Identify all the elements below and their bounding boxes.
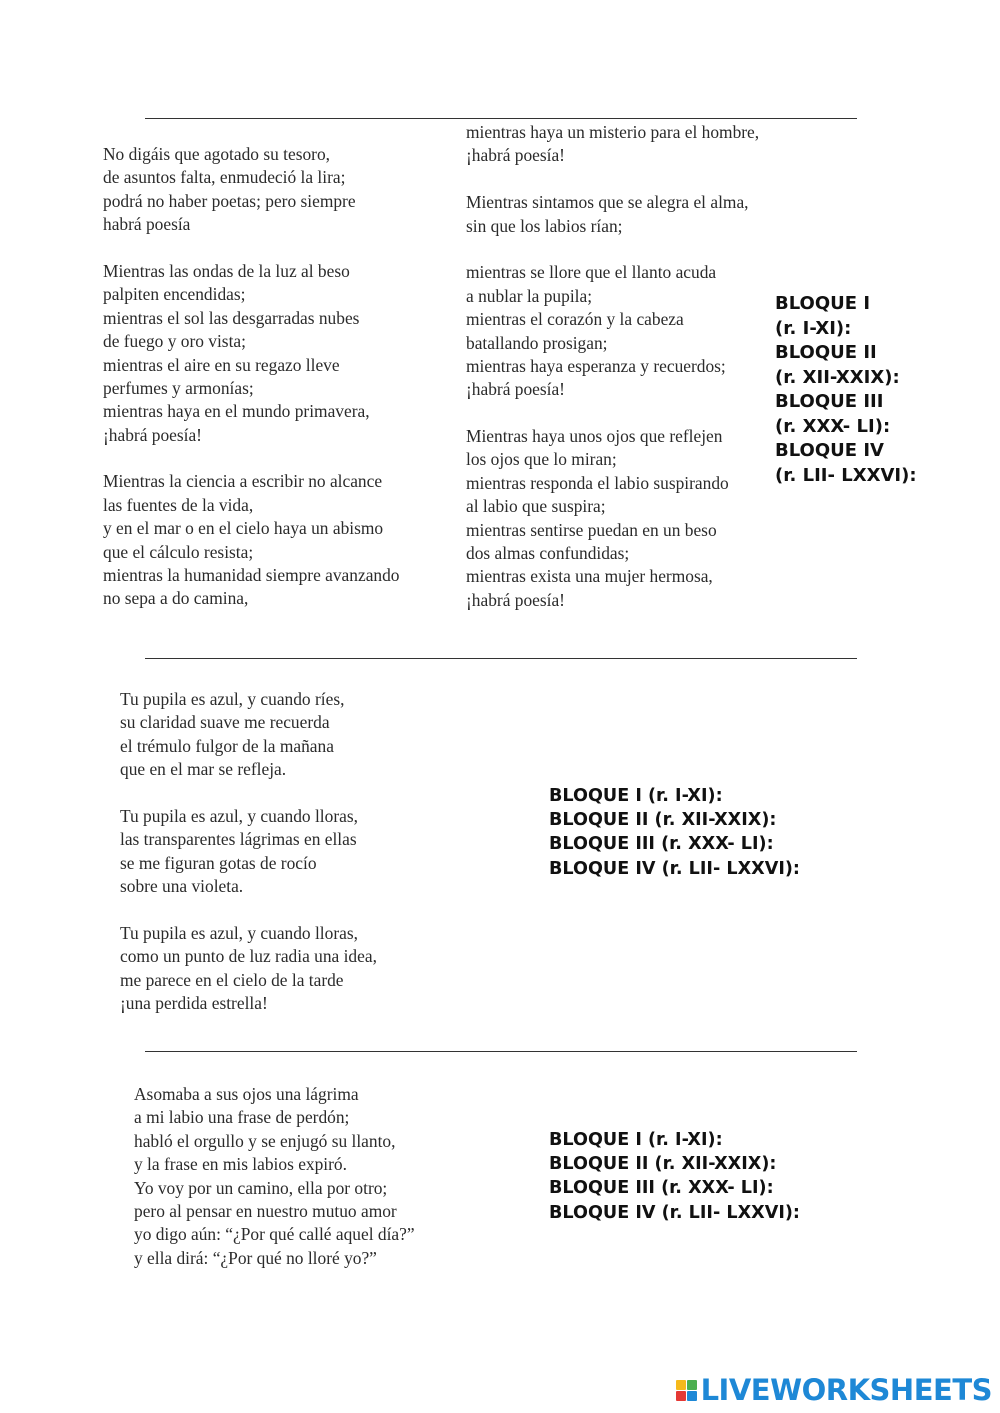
bloque-label: BLOQUE I (r. I-XI): xyxy=(549,1130,723,1150)
bloque-label: BLOQUE III (r. XXX- LI): xyxy=(549,1178,774,1199)
stanza-gap xyxy=(466,402,759,425)
poem-line: mientras exista una mujer hermosa, xyxy=(466,566,713,587)
bloques-list-section1 xyxy=(775,292,917,488)
poem-line: perfumes y armonías; xyxy=(103,377,254,398)
bloque-label: BLOQUE IV xyxy=(775,440,884,461)
poem-line: mientras el aire en su regazo lleve xyxy=(103,354,340,375)
bloque-label: (r. XXX- LI): xyxy=(775,415,891,437)
liveworksheets-logo-icon xyxy=(676,1380,697,1401)
divider-top xyxy=(145,118,857,119)
logo-square-red xyxy=(676,1391,686,1401)
poem-line: su claridad suave me recuerda xyxy=(120,712,330,733)
bloque-label: (r. LII- LXXVI): xyxy=(775,464,917,486)
logo-square-yellow xyxy=(676,1380,686,1390)
stanza-gap xyxy=(120,782,377,805)
poem-line: ¡habrá poesía! xyxy=(466,589,565,610)
bloques-list-section3 xyxy=(549,1128,800,1225)
poem-section3 xyxy=(134,1083,415,1270)
poem-line: mientras responda el labio suspirando xyxy=(466,472,729,493)
poem-line: ¡habrá poesía! xyxy=(466,145,565,166)
poem-section2 xyxy=(120,688,377,1015)
poem-line: no sepa a do camina, xyxy=(103,588,249,609)
stanza-gap xyxy=(120,899,377,922)
poem-line: las fuentes de la vida, xyxy=(103,494,254,515)
poem-line: al labio que suspira; xyxy=(466,496,606,517)
poem-line: yo digo aún: “¿Por qué callé aquel día?” xyxy=(134,1224,415,1245)
poem-line: me parece en el cielo de la tarde xyxy=(120,969,344,990)
bloque-label: BLOQUE III xyxy=(775,391,884,412)
poem-line: y la frase en mis labios expiró. xyxy=(134,1154,347,1175)
poem-line: mientras se llore que el llanto acuda xyxy=(466,262,717,283)
poem-line: dos almas confundidas; xyxy=(466,543,630,564)
bloques-list-section2 xyxy=(549,784,800,881)
poem-line: y ella dirá: “¿Por qué no lloré yo?” xyxy=(134,1247,377,1268)
poem-line: Asomaba a sus ojos una lágrima xyxy=(134,1084,359,1104)
poem-line: de fuego y oro vista; xyxy=(103,331,246,352)
poem-line: Tu pupila es azul, y cuando lloras, xyxy=(120,922,358,943)
bloque-label: (r. I-XI): xyxy=(775,317,852,339)
poem-line: Mientras la ciencia a escribir no alcance xyxy=(103,471,383,492)
poem-line: se me figuran gotas de rocío xyxy=(120,852,317,873)
bloque-label: BLOQUE I (r. I-XI): xyxy=(549,786,723,806)
poem-line: las transparentes lágrimas en ellas xyxy=(120,829,357,850)
bloque-label: (r. XII-XXIX): xyxy=(775,366,900,388)
poem-line: que el cálculo resista; xyxy=(103,541,254,562)
bloque-label: BLOQUE IV (r. LII- LXXVI): xyxy=(549,858,800,879)
poem-line: podrá no haber poetas; pero siempre xyxy=(103,190,356,211)
logo-square-blue xyxy=(687,1391,697,1401)
poem-line: habló el orgullo y se enjugó su llanto, xyxy=(134,1130,396,1151)
poem-line: que en el mar se refleja. xyxy=(120,759,287,780)
poem-section1-right xyxy=(466,121,759,612)
poem-line: mientras el sol las desgarradas nubes xyxy=(103,307,360,328)
logo-square-green xyxy=(687,1380,697,1390)
poem-line: pero al pensar en nuestro mutuo amor xyxy=(134,1200,397,1221)
poem-line: mientras el corazón y la cabeza xyxy=(466,309,684,330)
poem-line: sobre una violeta. xyxy=(120,876,244,897)
poem-line: habrá poesía xyxy=(103,214,191,235)
poem-line: mientras haya en el mundo primavera, xyxy=(103,401,370,422)
poem-line: sin que los labios rían; xyxy=(466,215,623,236)
bloque-label: BLOQUE II xyxy=(775,342,877,363)
stanza-gap xyxy=(103,237,400,260)
poem-line: a mi labio una frase de perdón; xyxy=(134,1107,350,1128)
divider-2 xyxy=(145,1051,857,1052)
liveworksheets-logo[interactable] xyxy=(676,1373,992,1407)
bloque-label: BLOQUE III (r. XXX- LI): xyxy=(549,834,774,855)
poem-line: y en el mar o en el cielo haya un abismo xyxy=(103,518,384,539)
poem-line: los ojos que lo miran; xyxy=(466,449,617,470)
bloque-label: BLOQUE II (r. XII-XXIX): xyxy=(549,1154,777,1175)
bloque-label: BLOQUE II (r. XII-XXIX): xyxy=(549,810,777,831)
poem-line: ¡habrá poesía! xyxy=(103,424,202,445)
poem-line: mientras sentirse puedan en un beso xyxy=(466,519,717,540)
bloque-label: BLOQUE I xyxy=(775,293,871,314)
poem-line: a nublar la pupila; xyxy=(466,285,593,306)
poem-line: mientras la humanidad siempre avanzando xyxy=(103,565,400,586)
stanza-gap xyxy=(466,168,759,191)
poem-line: Mientras haya unos ojos que reflejen xyxy=(466,426,723,447)
poem-section1-left xyxy=(103,143,400,611)
divider-1 xyxy=(145,658,857,659)
poem-line: Mientras las ondas de la luz al beso xyxy=(103,260,350,281)
brand-name: LIVEWORKSHEETS xyxy=(700,1373,992,1407)
poem-line: Tu pupila es azul, y cuando lloras, xyxy=(120,805,358,826)
poem-line: Mientras sintamos que se alegra el alma, xyxy=(466,192,749,213)
poem-line: palpiten encendidas; xyxy=(103,284,246,305)
poem-line: ¡habrá poesía! xyxy=(466,379,565,400)
poem-line: batallando prosigan; xyxy=(466,332,608,353)
bloque-label: BLOQUE IV (r. LII- LXXVI): xyxy=(549,1202,800,1223)
stanza-gap xyxy=(103,447,400,470)
poem-line: el trémulo fulgor de la mañana xyxy=(120,735,334,756)
poem-line: mientras haya un misterio para el hombre, xyxy=(466,122,760,142)
poem-line: Tu pupila es azul, y cuando ríes, xyxy=(120,689,345,709)
poem-line: Yo voy por un camino, ella por otro; xyxy=(134,1177,388,1198)
poem-line: ¡una perdida estrella! xyxy=(120,993,268,1014)
stanza-gap xyxy=(466,238,759,261)
poem-line: de asuntos falta, enmudeció la lira; xyxy=(103,167,346,188)
poem-line: mientras haya esperanza y recuerdos; xyxy=(466,355,726,376)
poem-line: como un punto de luz radia una idea, xyxy=(120,946,377,967)
poem-line: No digáis que agotado su tesoro, xyxy=(103,144,331,164)
